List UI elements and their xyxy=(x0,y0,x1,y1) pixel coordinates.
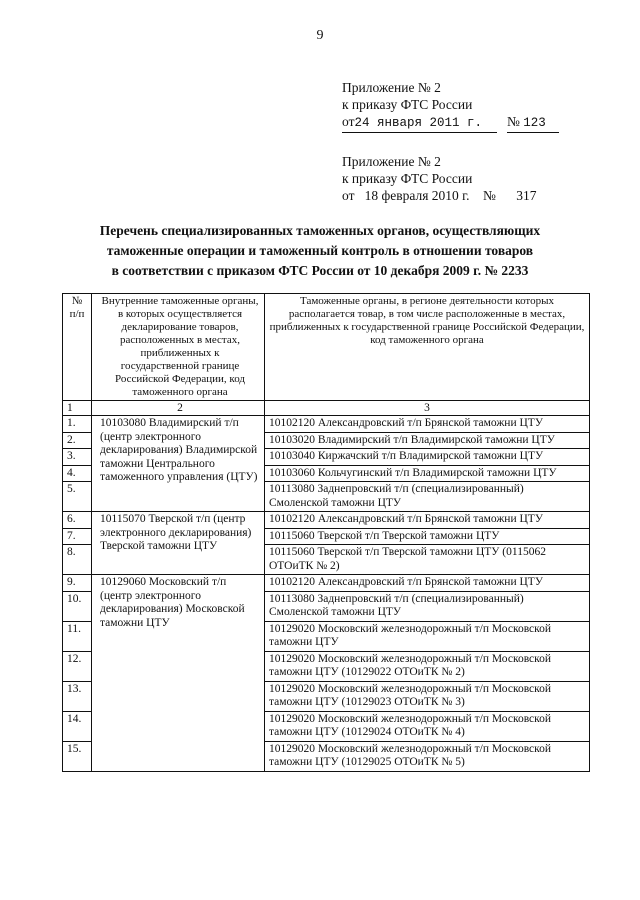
appendix-new-from: от xyxy=(342,114,355,129)
column-number-row xyxy=(63,401,590,416)
regional-customs-organ: 10115060 Тверской т/п Тверской таможни ЦТУ (0115062 ОТОиТК № 2) xyxy=(265,545,590,575)
declaring-customs-organ: 10129060 Московский т/п (центр электронного декларирования) Московской таможни ЦТУ xyxy=(92,575,265,772)
col-number-3: 3 xyxy=(265,401,590,416)
table-header-row xyxy=(63,294,590,401)
regional-customs-organ: 10115060 Тверской т/п Тверской таможни ЦТУ xyxy=(265,528,590,545)
regional-customs-organ: 10129020 Московский железнодорожный т/п Московской таможни ЦТУ xyxy=(265,621,590,651)
row-number: 15. xyxy=(63,741,92,771)
row-number: 2. xyxy=(63,432,92,449)
title-line3: в соответствии с приказом ФТС России от 10 декабря 2009 г. № 2233 xyxy=(111,263,529,278)
regional-customs-organ: 10129020 Московский железнодорожный т/п Московской таможни ЦТУ (10129024 ОТОиТК № 4) xyxy=(265,711,590,741)
table-row xyxy=(63,575,590,592)
table-row xyxy=(63,512,590,529)
document-title xyxy=(40,221,600,281)
regional-customs-organ: 10113080 Заднепровский т/п (специализированный) Смоленской таможни ЦТУ xyxy=(265,482,590,512)
header-number: № п/п xyxy=(63,294,92,401)
table-row xyxy=(63,416,590,433)
row-number: 3. xyxy=(63,449,92,466)
appendix-new-no-sign: № xyxy=(507,114,520,129)
header-regional-organs: Таможенные органы, в регионе деятельности которых располагается товар, в том числе расположенные в местах, приближенных к государственной границе Российской Федерации, код таможенного органа xyxy=(265,294,590,401)
row-number: 8. xyxy=(63,545,92,575)
appendix-new-date: 24 января 2011 г. xyxy=(354,116,483,130)
title-line2: таможенные операции и таможенный контроль в отношении товаров xyxy=(106,243,534,258)
appendix-old-date-line xyxy=(342,187,536,204)
regional-customs-organ: 10129020 Московский железнодорожный т/п Московской таможни ЦТУ (10129025 ОТОиТК № 5) xyxy=(265,741,590,771)
appendix-old-number: 317 xyxy=(516,188,537,203)
row-number: 13. xyxy=(63,681,92,711)
row-number: 7. xyxy=(63,528,92,545)
appendix-old-from: от xyxy=(342,188,355,203)
row-number: 12. xyxy=(63,651,92,681)
appendix-old xyxy=(342,153,536,204)
regional-customs-organ: 10102120 Александровский т/п Брянской таможни ЦТУ xyxy=(265,416,590,433)
regional-customs-organ: 10113080 Заднепровский т/п (специализированный) Смоленской таможни ЦТУ xyxy=(265,591,590,621)
appendix-new-line2: к приказу ФТС России xyxy=(342,97,473,112)
col-number-2: 2 xyxy=(92,401,265,416)
customs-table xyxy=(62,293,590,772)
regional-customs-organ: 10103020 Владимирский т/п Владимирской таможни ЦТУ xyxy=(265,432,590,449)
row-number: 14. xyxy=(63,711,92,741)
title-line1: Перечень специализированных таможенных органов, осуществляющих xyxy=(99,223,541,238)
regional-customs-organ: 10103040 Киржачский т/п Владимирской таможни ЦТУ xyxy=(265,449,590,466)
page-number: 9 xyxy=(316,28,324,43)
appendix-new-line1: Приложение № 2 xyxy=(342,80,441,95)
appendix-new-number: 123 xyxy=(523,116,546,130)
row-number: 11. xyxy=(63,621,92,651)
col-number-1: 1 xyxy=(63,401,92,416)
regional-customs-organ: 10129020 Московский железнодорожный т/п Московской таможни ЦТУ (10129023 ОТОиТК № 3) xyxy=(265,681,590,711)
declaring-customs-organ: 10103080 Владимирский т/п (центр электронного декларирования) Владимирской таможни Центрального таможенного управления (ЦТУ) xyxy=(92,416,265,512)
appendix-new-date-line xyxy=(342,113,559,133)
row-number: 9. xyxy=(63,575,92,592)
appendix-old-line2: к приказу ФТС России xyxy=(342,171,473,186)
appendix-new xyxy=(342,79,559,133)
appendix-old-no-sign: № xyxy=(483,188,496,203)
header-internal-organs: Внутренние таможенные органы, в которых осуществляется декларирование товаров, расположенных в местах, приближенных к государственной границе Российской Федерации, код таможенного органа xyxy=(92,294,265,401)
row-number: 5. xyxy=(63,482,92,512)
row-number: 1. xyxy=(63,416,92,433)
appendix-old-line1: Приложение № 2 xyxy=(342,154,441,169)
regional-customs-organ: 10102120 Александровский т/п Брянской таможни ЦТУ xyxy=(265,575,590,592)
appendix-old-date: 18 февраля 2010 г. xyxy=(364,188,470,203)
row-number: 4. xyxy=(63,465,92,482)
declaring-customs-organ: 10115070 Тверской т/п (центр электронного декларирования) Тверской таможни ЦТУ xyxy=(92,512,265,575)
row-number: 6. xyxy=(63,512,92,529)
row-number: 10. xyxy=(63,591,92,621)
regional-customs-organ: 10129020 Московский железнодорожный т/п Московской таможни ЦТУ (10129022 ОТОиТК № 2) xyxy=(265,651,590,681)
regional-customs-organ: 10103060 Кольчугинский т/п Владимирской таможни ЦТУ xyxy=(265,465,590,482)
regional-customs-organ: 10102120 Александровский т/п Брянской таможни ЦТУ xyxy=(265,512,590,529)
